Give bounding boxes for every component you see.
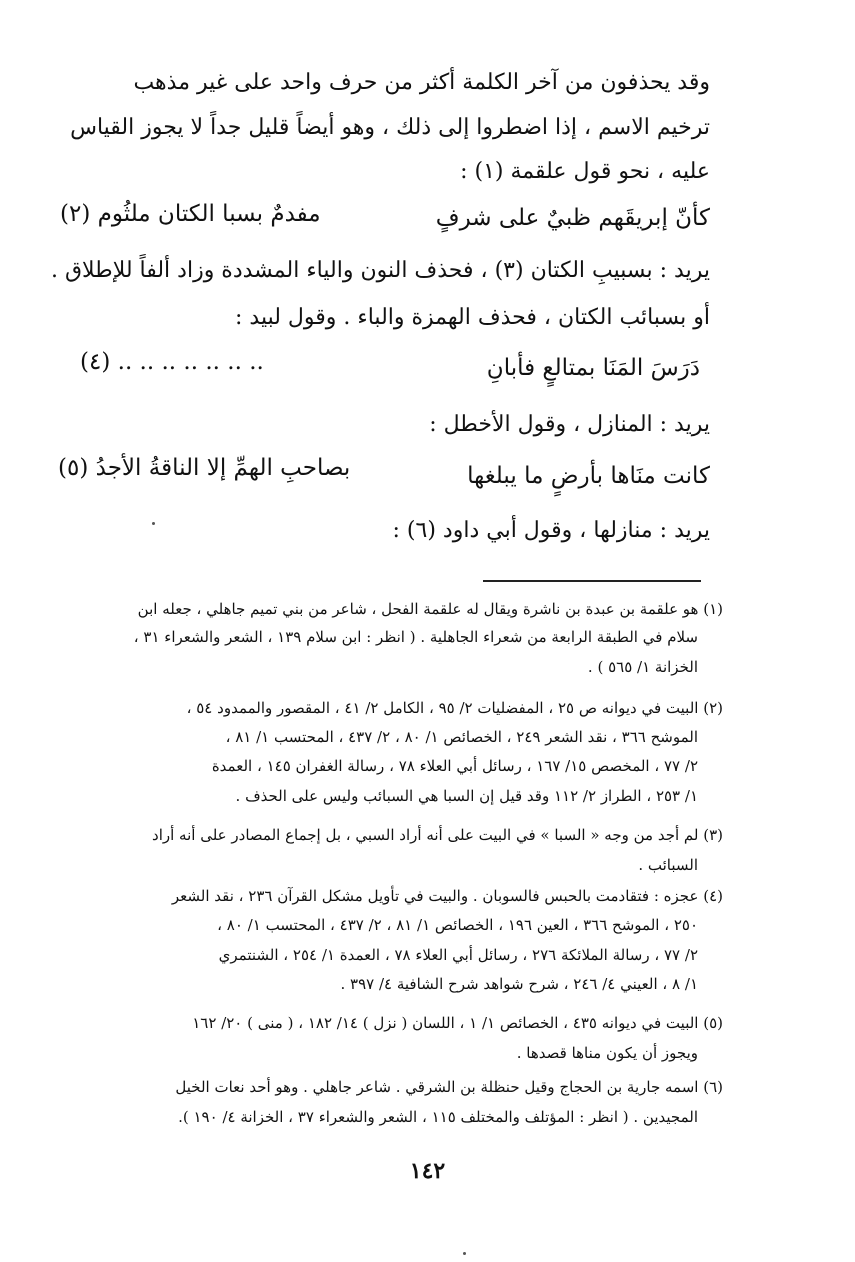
body-line-2: ترخيم الاسم ، إذا اضطروا إلى ذلك ، وهو أيضاً قليل جداً لا يجوز القياس <box>70 115 710 140</box>
footnote-2-line-2: الموشح ٣٦٦ ، نقد الشعر ٢٤٩ ، الخصائص ١/ ٨٠ ، ٢/ ٤٣٧ ، المحتسب ١/ ٨١ ، <box>225 728 698 746</box>
footnote-1-line-2: سلام في الطبقة الرابعة من شعراء الجاهلية . ( انظر : ابن سلام ١٣٩ ، الشعر والشعراء ٣١ ، <box>133 628 698 646</box>
footnote-2-line-3: ٢/ ٧٧ ، المخصص ١٥/ ١٦٧ ، رسائل أبي العلاء ٧٨ ، رسالة الغفران ١٤٥ ، العمدة <box>211 757 698 775</box>
verse-2-first-hemistich: دَرَسَ المَنَا بمتالعٍ فأبانِ <box>486 355 700 381</box>
page-number: ١٤٢ <box>409 1158 446 1184</box>
footnote-4-line-1: (٤) عجزه : فتقادمت بالحبس فالسوبان . والبيت في تأويل مشكل القرآن ٢٣٦ ، نقد الشعر <box>171 887 723 905</box>
footnote-3-line-2: السبائب . <box>638 856 698 874</box>
print-speck <box>152 522 155 525</box>
footnote-4-line-2: ٢٥٠ ، الموشح ٣٦٦ ، العين ١٩٦ ، الخصائص ١/ ٨١ ، ٢/ ٤٣٧ ، المحتسب ١/ ٨٠ ، <box>217 916 698 934</box>
footnote-1-line-1: (١) هو علقمة بن عبدة بن ناشرة ويقال له علقمة الفحل ، شاعر من بني تميم جاهلي ، جعله ابن <box>137 600 723 618</box>
verse-1-second-hemistich: مفدمٌ بسبا الكتان ملثُوم (٢) <box>60 201 321 227</box>
body-line-4: يريد : بسبيبِ الكتان (٣) ، فحذف النون والياء المشددة وزاد ألفاً للإطلاق . <box>51 258 710 283</box>
print-speck <box>463 1252 466 1255</box>
footnote-2-line-4: ١/ ٢٥٣ ، الطراز ٢/ ١١٢ وقد قيل إن السبا هي السبائب وليس على الحذف . <box>235 787 698 805</box>
footnote-1-line-3: الخزانة ١/ ٥٦٥ ) . <box>587 658 698 676</box>
footnote-5-line-2: ويجوز أن يكون مناها قصدها . <box>516 1044 698 1062</box>
footnote-separator <box>483 580 701 582</box>
verse-1-first-hemistich: كأنّ إبريقَهم ظبيٌ على شرفٍ <box>435 205 710 231</box>
body-line-7: يريد : منازلها ، وقول أبي داود (٦) : <box>392 518 710 543</box>
verse-3-first-hemistich: كانت منَاها بأرضٍ ما يبلغها <box>467 463 710 489</box>
body-line-5: أو بسبائب الكتان ، فحذف الهمزة والباء . وقول لبيد : <box>234 305 710 330</box>
verse-2-second-hemistich: .. .. .. .. .. .. .. (٤) <box>80 349 264 375</box>
body-line-1: وقد يحذفون من آخر الكلمة أكثر من حرف واحد على غير مذهب <box>133 70 710 95</box>
footnote-4-line-4: ١/ ٨ ، العيني ٤/ ٢٤٦ ، شرح شواهد شرح الشافية ٤/ ٣٩٧ . <box>340 975 698 993</box>
verse-3-second-hemistich: بصاحبِ الهمِّ إلا الناقةُ الأجدُ (٥) <box>58 455 351 481</box>
footnote-4-line-3: ٢/ ٧٧ ، رسالة الملائكة ٢٧٦ ، رسائل أبي العلاء ٧٨ ، العمدة ١/ ٢٥٤ ، الشنتمري <box>218 946 698 964</box>
body-line-6: يريد : المنازل ، وقول الأخطل : <box>429 412 710 437</box>
body-line-3: عليه ، نحو قول علقمة (١) : <box>460 159 710 184</box>
footnote-6-line-2: المجيدين . ( انظر : المؤتلف والمختلف ١١٥ ، الشعر والشعراء ٣٧ ، الخزانة ٤/ ١٩٠ ). <box>178 1108 698 1126</box>
footnote-6-line-1: (٦) اسمه جارية بن الحجاج وقيل حنظلة بن الشرقي . شاعر جاهلي . وهو أحد نعات الخيل <box>175 1078 723 1096</box>
footnote-2-line-1: (٢) البيت في ديوانه ص ٢٥ ، المفضليات ٢/ ٩٥ ، الكامل ٢/ ٤١ ، المقصور والممدود ٥٤ ، <box>186 699 723 717</box>
footnote-5-line-1: (٥) البيت في ديوانه ٤٣٥ ، الخصائص ١/ ١ ، اللسان ( نزل ) ١٤/ ١٨٢ ، ( منى ) ٢٠/ ١٦٢ <box>192 1014 723 1032</box>
footnote-3-line-1: (٣) لم أجد من وجه « السبا » في البيت على أنه أراد السبي ، بل إجماع المصادر على أنه أراد <box>152 826 723 844</box>
